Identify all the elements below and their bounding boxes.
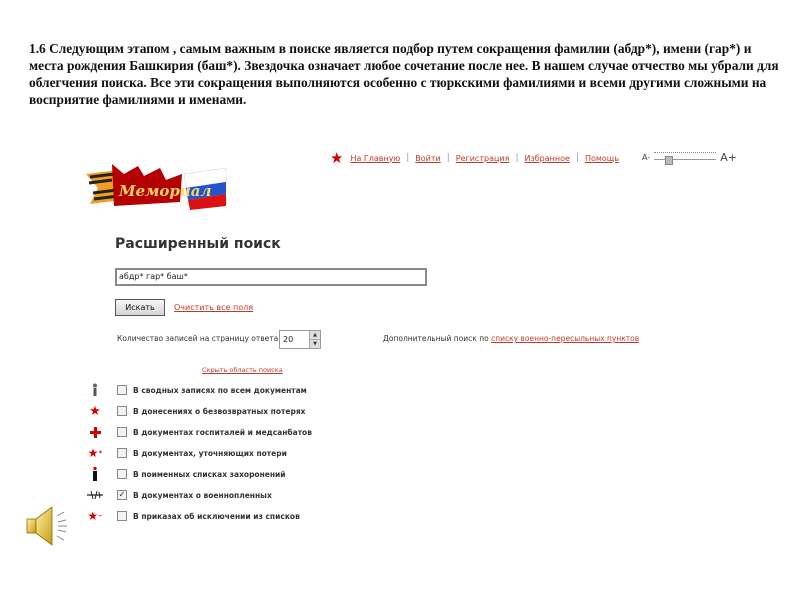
slider-thumb[interactable] [665,156,673,165]
nav-separator: | [406,153,410,163]
soldier-icon [84,383,106,397]
doc-type-checkbox[interactable] [117,385,127,395]
slider-ticks [654,152,716,157]
spinner-up-icon[interactable]: ▲ [310,331,320,340]
doc-type-label: В сводных записях по всем документам [133,385,307,395]
transit-points-link[interactable]: списку военно-пересыльных пунктов [491,334,640,343]
doc-type-checkbox[interactable] [117,448,127,458]
doc-type-label: В документах о военнопленных [133,490,272,500]
red-star-icon: ★ [330,148,344,167]
doc-type-row [84,487,272,503]
font-smaller-button[interactable]: A- [642,153,651,162]
clear-fields-link[interactable]: Очистить все поля [174,303,254,312]
nav-help-link[interactable]: Помощь [584,153,620,163]
logo-text: Мемориал [119,182,212,200]
extra-search-prefix: Дополнительный поиск по [383,334,492,343]
top-nav [330,149,620,167]
per-page-spinner[interactable] [279,330,321,349]
doc-type-checkbox[interactable] [117,427,127,437]
doc-type-row [84,466,286,482]
doc-type-row [84,445,287,461]
nav-favorites-link[interactable]: Избранное [524,153,570,163]
nav-separator: | [515,153,519,163]
star-minus-icon: ★ – [87,509,103,523]
slider-track [654,159,716,160]
search-button[interactable]: Искать [115,299,165,316]
doc-type-checkbox[interactable] [117,469,127,479]
doc-type-row [84,508,300,524]
doc-type-label: В поименных списках захоронений [133,469,286,479]
per-page-label: Количество записей на страницу ответа [117,334,279,343]
memorial-logo[interactable] [84,160,229,210]
page-title: Расширенный поиск [115,236,281,252]
doc-type-checkbox[interactable] [117,406,127,416]
doc-type-row [84,403,305,419]
nav-register-link[interactable]: Регистрация [455,153,510,163]
nav-login-link[interactable]: Войти [415,153,441,163]
per-page-value: 20 [283,335,294,344]
doc-type-label: В приказах об исключении из списков [133,511,300,521]
font-size-control [642,151,737,164]
speaker-icon[interactable] [24,504,72,548]
nav-separator: | [446,153,450,163]
slide-text: 1.6 Следующим этапом , самым важным в поиске является подбор путем сокращения фамилии (абдр*), имени (гар*) и места рождения Башкирия (баш*). Звездочка означает любое сочетание после нее. В нашем случае отчество мы убрали для облегчения поиска. Все эти сокращения выполняются особенно с тюркскими фамилиями и всеми другими сложными на восприятие фамилиями и именами. [29,41,779,107]
search-input[interactable] [115,268,427,286]
font-size-slider[interactable] [654,152,716,164]
red-star-icon: ★ [89,403,101,419]
doc-type-label: В донесениях о безвозвратных потерях [133,406,306,416]
doc-type-checkbox-checked[interactable]: ✓ [118,490,126,499]
doc-type-label: В документах, уточняющих потери [133,448,287,458]
doc-type-row [84,424,312,440]
doc-type-label: В документах госпиталей и медсанбатов [133,427,312,437]
spinner-down-icon[interactable]: ▼ [310,340,320,348]
nav-separator: | [575,153,579,163]
star-asterisk-icon: ★ * [87,446,103,460]
font-larger-button[interactable]: A+ [720,151,737,164]
hide-search-area-link[interactable]: Скрыть область поиска [202,366,283,374]
grave-marker-icon [84,467,106,482]
extra-search [383,334,639,343]
nav-home-link[interactable]: На Главную [350,153,401,163]
barbed-wire-icon [84,489,106,501]
doc-type-checkbox[interactable] [117,511,127,521]
doc-type-row [84,382,307,398]
red-cross-icon [84,427,106,438]
